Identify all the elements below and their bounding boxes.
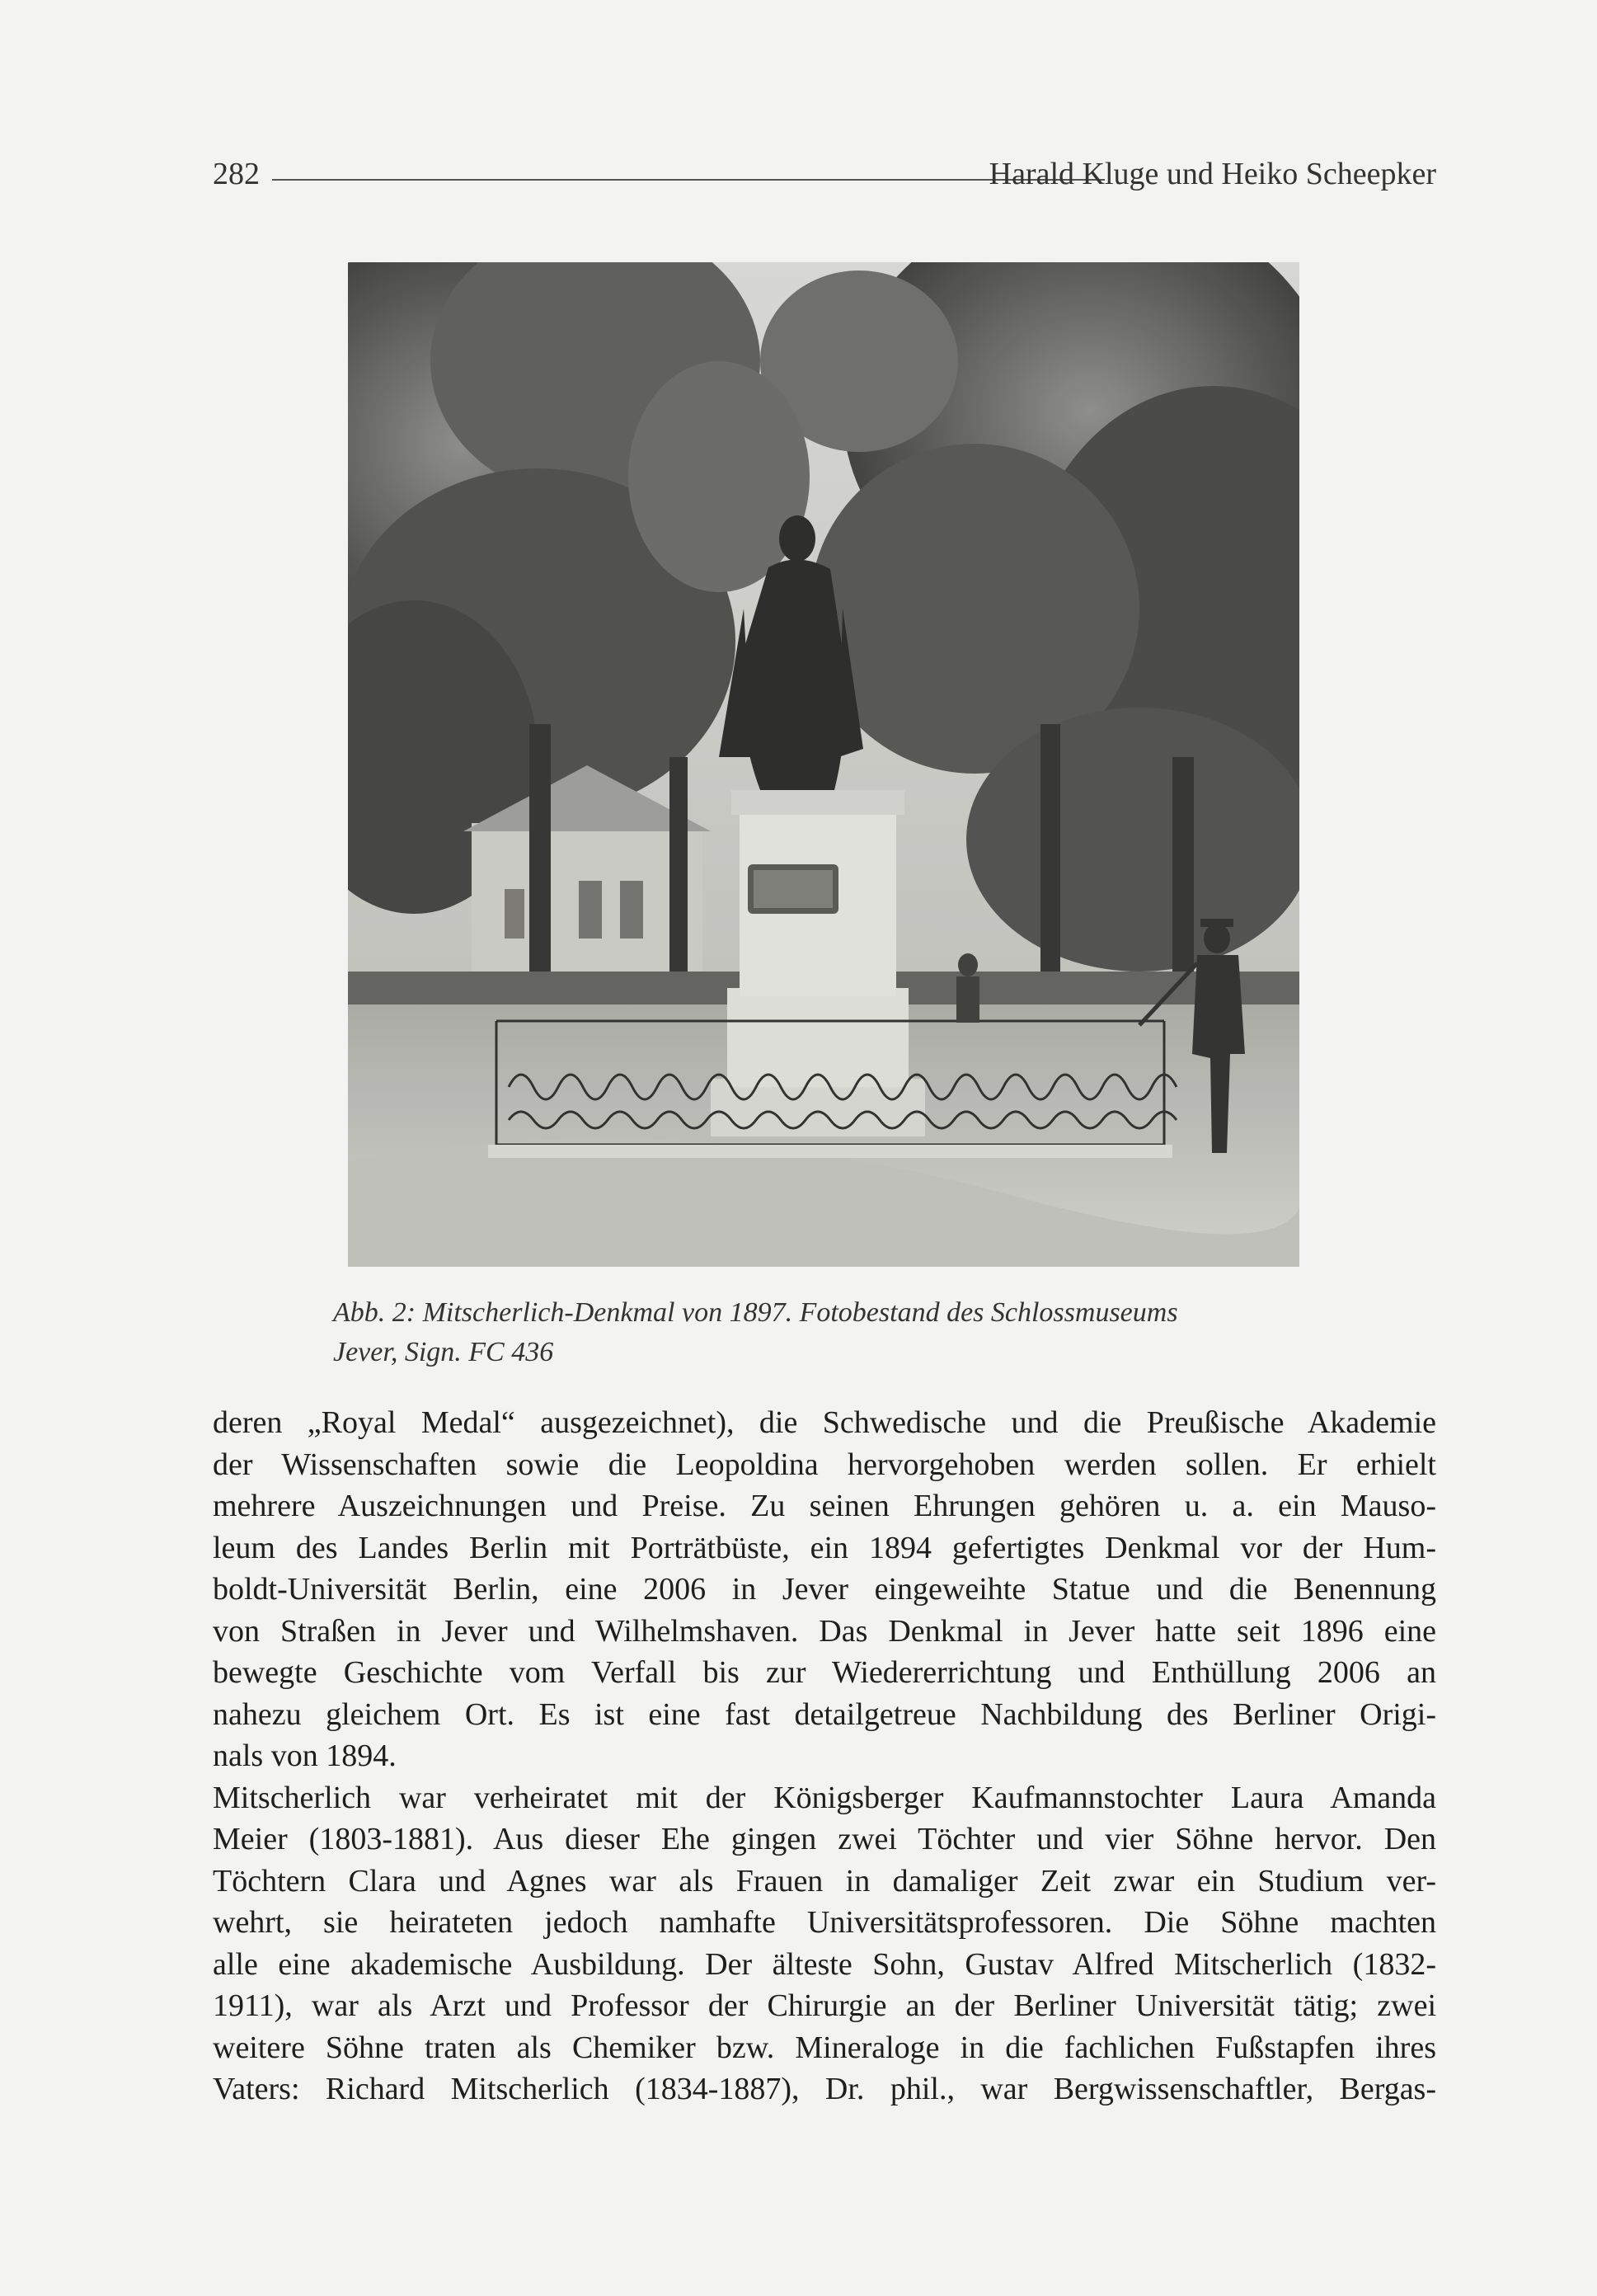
text-line: Töchtern Clara und Agnes war als Frauen in damaliger Zeit zwar ein Studium ver-: [213, 1863, 1436, 1898]
running-header: [213, 152, 1436, 201]
text-line: wehrt, sie heirateten jedoch namhafte Universitätsprofessoren. Die Söhne machten: [213, 1905, 1436, 1940]
body-text: [213, 1402, 1436, 2110]
text-line: Vaters: Richard Mitscherlich (1834-1887), Dr. phil., war Bergwissenschaftler, Bergas-: [213, 2072, 1436, 2106]
figure-caption: [333, 1293, 1306, 1372]
text-line: deren „Royal Medal“ ausgezeichnet), die Schwedische und die Preußische Akademie: [213, 1405, 1436, 1440]
page-number: 282: [213, 157, 260, 191]
monument-photograph: [348, 262, 1299, 1267]
text-line: Mitscherlich war verheiratet mit der Königsberger Kaufmannstochter Laura Amanda: [213, 1780, 1436, 1815]
text-line: von Straßen in Jever und Wilhelmshaven. Das Denkmal in Jever hatte seit 1896 eine: [213, 1613, 1436, 1649]
caption-line: Abb. 2: Mitscherlich-Denkmal von 1897. Fotobestand des Schlossmuseums: [333, 1297, 1178, 1328]
text-line: alle eine akademische Ausbildung. Der älteste Sohn, Gustav Alfred Mitscherlich (1832-: [213, 1946, 1436, 1982]
paragraph-2: [213, 1777, 1436, 2110]
paragraph-1: [213, 1402, 1436, 1777]
text-line: nals von 1894.: [213, 1738, 397, 1773]
text-line: bewegte Geschichte vom Verfall bis zur Wiedererrichtung und Enthüllung 2006 an: [213, 1655, 1436, 1690]
header-rule: [272, 179, 1105, 181]
text-line: weitere Söhne traten als Chemiker bzw. Mineraloge in die fachlichen Fußstapfen ihres: [213, 2030, 1436, 2065]
header-authors: Harald Kluge und Heiko Scheepker: [989, 157, 1436, 191]
text-line: leum des Landes Berlin mit Porträtbüste, ein 1894 gefertigtes Denkmal vor der Hum-: [213, 1530, 1436, 1565]
text-line: boldt-Universität Berlin, eine 2006 in Jever eingeweihte Statue und die Benennung: [213, 1572, 1436, 1607]
text-line: Meier (1803-1881). Aus dieser Ehe gingen zwei Töchter und vier Söhne hervor. Den: [213, 1822, 1436, 1856]
text-line: der Wissenschaften sowie die Leopoldina hervorgehoben werden sollen. Er erhielt: [213, 1447, 1436, 1482]
text-line: 1911), war als Arzt und Professor der Chirurgie an der Berliner Universität tätig; zwei: [213, 1988, 1436, 2023]
caption-line: Jever, Sign. FC 436: [333, 1337, 554, 1367]
text-line: nahezu gleichem Ort. Es ist eine fast detailgetreue Nachbildung des Berliner Origi-: [213, 1696, 1436, 1732]
text-line: mehrere Auszeichnungen und Preise. Zu seinen Ehrungen gehören u. a. ein Mauso-: [213, 1489, 1436, 1523]
